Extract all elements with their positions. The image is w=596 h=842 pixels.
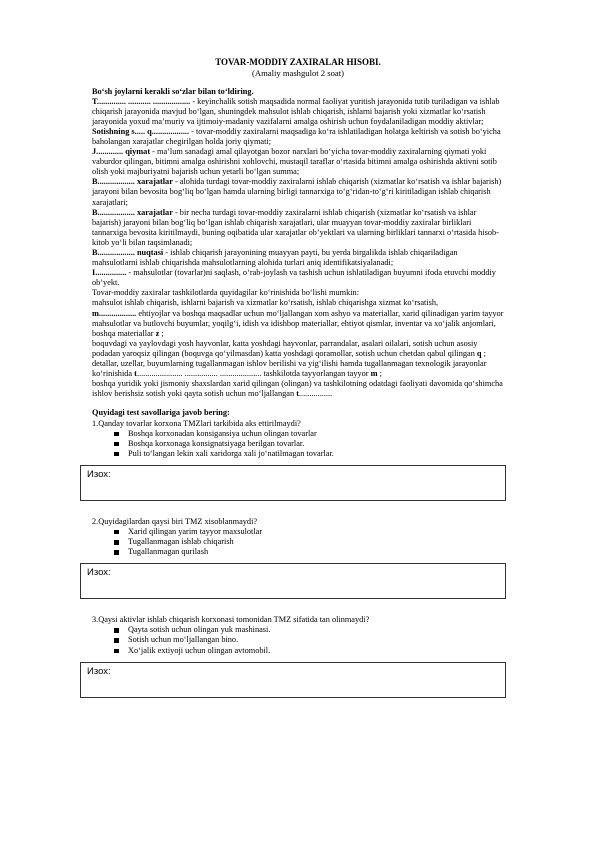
forms-intro: Tovar-moddiy zaxiralar tashkilotlarda quyidagilar ko‘rinishida bo‘lishi mumkin: (92, 288, 359, 298)
answer-options (92, 625, 504, 655)
definition-text: - tovar-moddiy zaxiralarni maqsadiga ko‘ra ishlatiladigan holatga keltirish va sotish bo‘yicha baholangan xarajatlar chegirilgan holda joriy qiymati; (92, 126, 501, 146)
question-text: 2.Quyidagilardan qaysi biri TMZ xisoblanmaydi? (92, 516, 258, 526)
blank-term: B.................. xarajatlar (92, 207, 173, 217)
forms-text: ; (481, 348, 486, 358)
forms-text: detallar, uzellar, buyumlarning tugallanmagan ishlov berilishi va yig‘ilishi hamda tugallanmagan texnologik jarayonlar ko‘rinishida (92, 359, 487, 379)
forms-text: ...................... ................ .................... tashkilotda tayyorlangan tayyor (136, 369, 371, 379)
blank-term: T.............. ........... .................. (92, 96, 191, 106)
explanation-label: Изох: (87, 665, 111, 677)
blank-term: B.................. nuqtasi (92, 248, 164, 257)
question-block (87, 418, 504, 501)
blank-term: m (370, 369, 378, 379)
blank-term: t (134, 369, 137, 379)
document-title: TOVAR-MODDIY ZAXIRALAR HISOBI. (215, 57, 381, 67)
forms-goods (92, 379, 504, 399)
definition-text: - keyinchalik sotish maqsadida normal faoliyat yuritish jarayonida tutib turiladigan va ishlab chiqarish jarayonida mavjud bo‘lgan, shuningdek mahsulot ishlab chiqarish, ishlarni bajarish yoki xizmatlar ko‘rsatish jarayonida yoxud ma’muriy va ijtimoiy-madaniy vazifalarni amalga oshirish uchun foydalaniladigan moddiy aktivlar; (92, 96, 500, 126)
question-block (87, 615, 504, 697)
forms-text: ; (159, 328, 164, 338)
blank-term: B.................. xarajatlar (92, 177, 173, 187)
definition-text: - ishlab chiqarish jarayonining muayyan payti, bu yerda birgalikda ishlab chiqariladigan mahsulotlarni ishlab chiqarishda mahsulotlarning alohida turlari aniq identifikatsiyalanadi; (92, 248, 458, 268)
document-subtitle: (Amaliy mashgulot 2 soat) (252, 68, 344, 78)
explanation-box[interactable] (80, 465, 506, 501)
blank-term: J............. qiymat (92, 147, 151, 157)
answer-option[interactable]: Sotish uchun mo‘ljallangan bino. (114, 635, 504, 645)
definition-bevosita-xarajatlar (92, 177, 504, 207)
explanation-box[interactable] (80, 563, 506, 599)
blank-term: Sotishning s..... q.................. (92, 126, 190, 136)
definition-text: - mahsulotlar (tovarlar)ni saqlash, o‘rab-joylash va tashish uchun ishlatiladigan buyumni ifoda etuvchi moddiy ob’yekt. (92, 268, 496, 288)
blank-term: I............... (92, 268, 127, 278)
answer-option[interactable]: Xo‘jalik extiyoji uchun olingan avtomobil. (114, 646, 504, 656)
forms-materials (92, 309, 504, 339)
question-block (87, 516, 504, 599)
definition-bilvosita-xarajatlar (92, 208, 504, 248)
blank-term: q (476, 348, 482, 358)
answer-options (92, 527, 504, 557)
answer-option[interactable]: Tugallanmagan ishlab chiqarish (114, 537, 504, 547)
definition-text: - alohida turdagi tovar-moddiy zaxiralarni ishlab chiqarish (xizmatlar ko‘rsatish va ishlar bajarish) jarayoni bilan bevosita bog‘liq bo‘lgan hamda ularning birligi tannarxiga to‘g‘ridan-to‘g‘ri kiritiladigan ishlab chiqarish xarajatlari; (92, 177, 502, 207)
forms-livestock (92, 339, 504, 359)
explanation-label: Изох: (87, 468, 111, 480)
answer-option[interactable]: Puli to‘langan lekin xali xaridorga xali jo‘natilmagan tovarlar. (114, 449, 504, 459)
question-text: 3.Qaysi aktivlar ishlab chiqarish korxonasi tomonidan TMZ sifatida tan olinmaydi? (92, 615, 370, 625)
definition-tovar-moddiy (92, 97, 504, 127)
definition-bolinish-nuqtasi (92, 248, 504, 268)
answer-option[interactable]: Boshqa korxonaga konsignatsiyaga berilgan tovarlar. (114, 439, 504, 449)
answer-options (92, 429, 504, 459)
forms-text: ................ (298, 389, 333, 399)
definition-sotish-qiymati (92, 127, 504, 147)
definition-idish (92, 268, 504, 288)
question-text: 1.Qanday tovarlar korxona TMZlari tarkibida aks ettirilmaydi? (92, 418, 301, 428)
answer-option[interactable]: Xarid qilingan yarim tayyor maxsulotlar (114, 527, 504, 537)
explanation-box[interactable] (80, 662, 506, 698)
blank-term: m.................. (92, 308, 137, 318)
forms-text: ehtiyojlar va boshqa maqsadlar uchun mo‘ljallangan xom ashyo va materiallar, xarid qilinadigan yarim tayyor mahsulotlar va butlovchi buyumlar, yoqilg‘i, idish va idishbop materiallar, ehtiyot qismlar, inventar va xo‘jalik anjomlari, boshqa materiallar (92, 308, 504, 338)
answer-option[interactable]: Tugallanmagan qurilash (114, 547, 504, 557)
answer-option[interactable]: Boshqa korxonadan konsigansiya uchun olingan tovarlar (114, 429, 504, 439)
definition-text: - bir necha turdagi tovar-moddiy zaxiralarni ishlab chiqarish (xizmatlar ko‘rsatish va ishlar bajarish) jarayoni bilan bog‘liq bo‘lgan ishlab chiqarish xarajatlari, ular muayyan tovar-moddiy zaxiralar birliklari tannarxiga bevosita kiritilmaydi, buning oqibatida ular xarajatlar ob’yektlari va ularning birliklari tannarxi o‘rtasida hisob-kitob yo‘li bilan taqsimlanadi; (92, 207, 499, 247)
blank-term: t (296, 389, 299, 399)
quiz-heading: Quyidagi test savollariga javob bering: (92, 408, 230, 418)
fill-in-heading: Bo‘sh joylarni kerakli so‘zlar bilan to‘ldiring. (92, 86, 254, 96)
explanation-label: Изох: (87, 567, 111, 579)
answer-option[interactable]: Qayta sotish uchun olingan yuk mashinasi. (114, 625, 504, 635)
forms-text: ; (377, 369, 382, 379)
definition-joriy-qiymat (92, 147, 504, 177)
forms-line: mahsulot ishlab chiqarish, ishlarni bajarish va xizmatlar ko‘rsatish, ishlab chiqarishga xizmat ko‘rsatish, (92, 298, 439, 308)
forms-production (92, 359, 504, 379)
forms-text: boshqa yuridik yoki jismoniy shaxslardan xarid qilingan (olingan) va tashkilotning odatdagi faoliyati davomida qo‘shimcha ishlov berishsiz sotish yoki qayta sotish uchun mo‘ljallangan (92, 379, 503, 399)
forms-text: boquvdagi va yaylovdagi yosh hayvonlar, katta yoshdagi hayvonlar, parrandalar, asalari oilalari, sotish uchun asosiy podadan yaroqsiz qilingan (boquvga qo‘yilmasdan) katta yoshdagi qoramollar, sotish uchun chetdan qabul qilingan (92, 338, 478, 358)
blank-term: z (155, 328, 160, 338)
definition-text: - ma’lum sanadagi amal qilayotgan bozor narxlari bo‘yicha tovar-moddiy zaxiralarning qiymati yoki vaburdor qilingan, bitimni amalga oshirishni xohlovchi, mustaqil taraflar o‘rtasida bitimni amalga oshirishda aktivni sotib olish yoki majburiyatni bajarish uchun yetarli bo‘lgan summa; (92, 147, 497, 177)
